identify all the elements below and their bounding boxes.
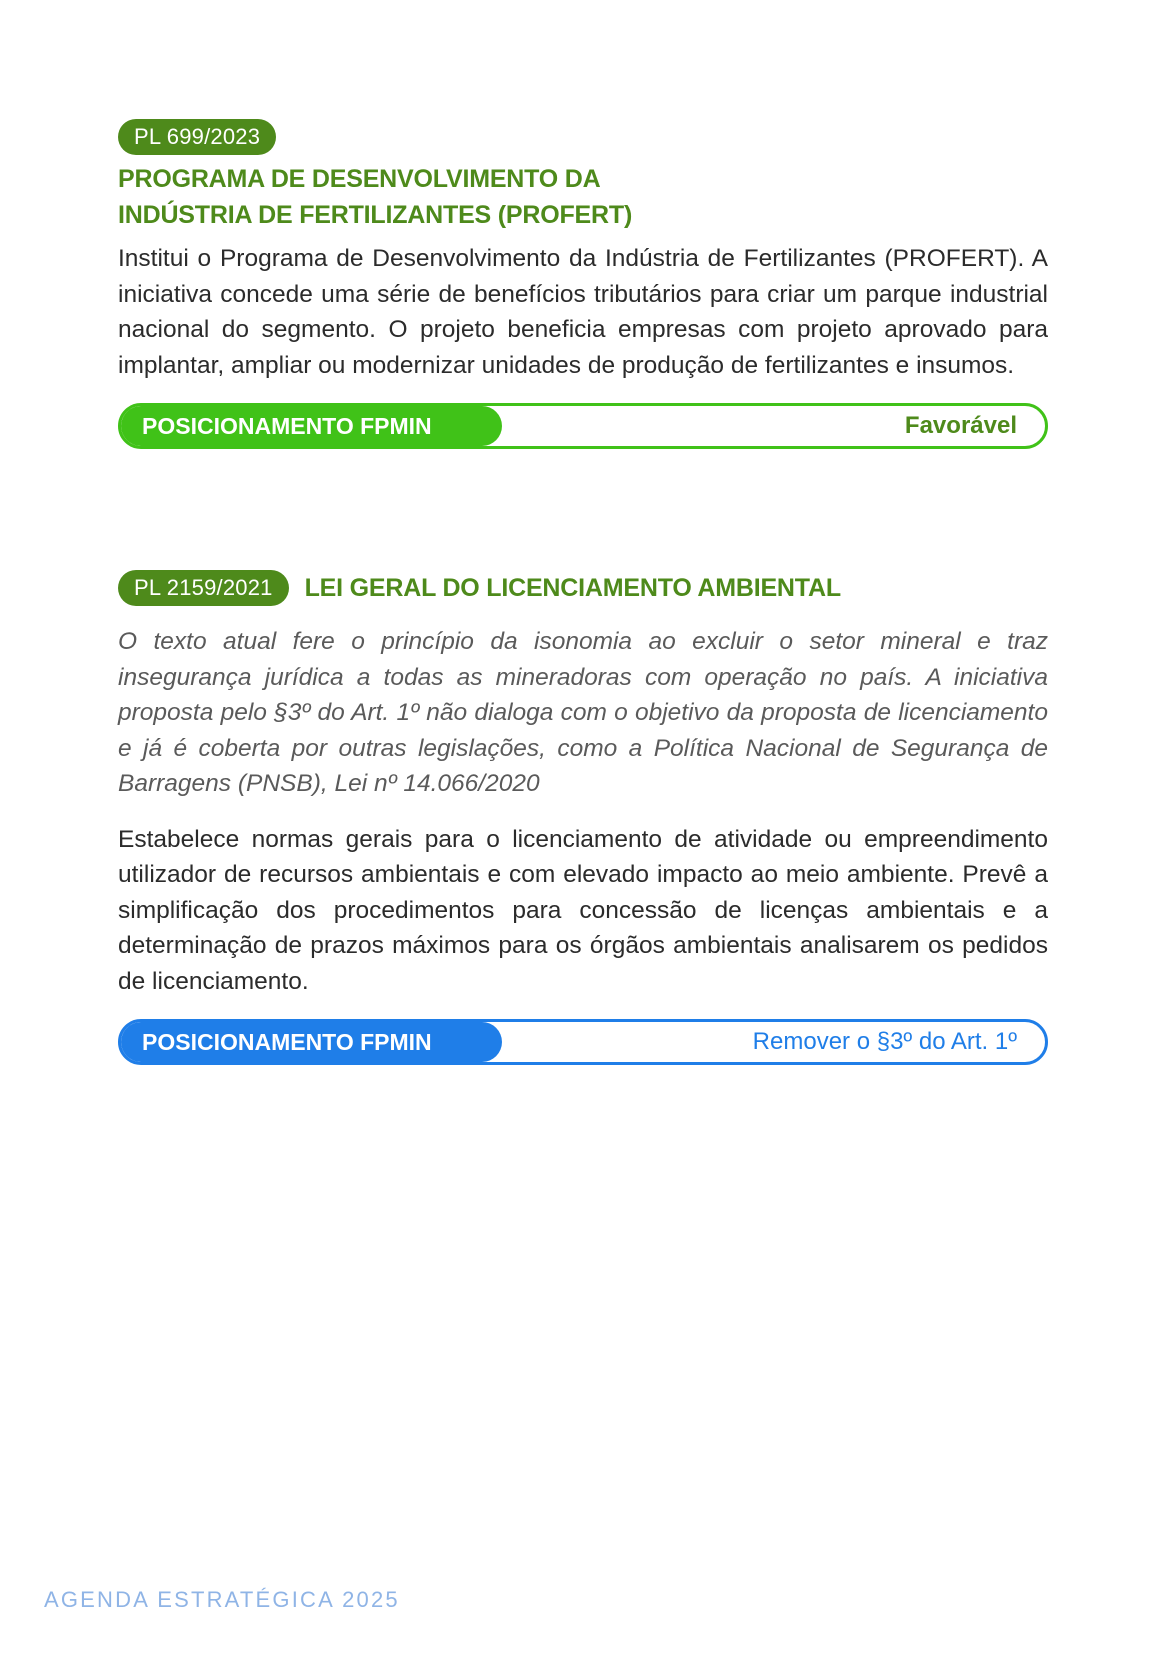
position-bar (118, 403, 1048, 449)
bill-description: Institui o Programa de Desenvolvimento da Indústria de Fertilizantes (PROFERT). A iniciativa concede uma série de benefícios tributários para criar um parque industrial nacional do segmento. O projeto beneficia empresas com projeto aprovado para implantar, ampliar ou modernizar unidades de produção de fertilizantes e insumos. (118, 245, 1048, 379)
position-label: POSICIONAMENTO FPMIN (120, 406, 502, 446)
bill-number-tag: PL 2159/2021 (118, 570, 289, 606)
position-value: Remover o §3º do Art. 1º (752, 1028, 1017, 1055)
bill-note: O texto atual fere o princípio da isonomia ao excluir o setor mineral e traz insegurança jurídica a todas as mineradoras com operação no país. A iniciativa proposta pelo §3º do Art. 1º não dialoga com o objetivo da proposta de licenciamento e já é coberta por outras legislações, como a Política Nacional de Segurança de Barragens (PNSB), Lei nº 14.066/2020 (118, 628, 1048, 797)
bill-description: Estabelece normas gerais para o licenciamento de atividade ou empreendimento utilizador de recursos ambientais e com elevado impacto ao meio ambiente. Prevê a simplificação dos procedimentos para concessão de licenças ambientais e a determinação de prazos máximos para os órgãos ambientais analisarem os pedidos de licenciamento. (118, 825, 1048, 995)
position-bar (118, 1019, 1048, 1065)
bill-item-pl-699 (118, 119, 1048, 449)
bill-header (118, 570, 1048, 606)
position-label: POSICIONAMENTO FPMIN (120, 1022, 502, 1062)
bill-title-line1: PROGRAMA DE DESENVOLVIMENTO DA (118, 165, 601, 193)
bill-title (118, 161, 1048, 233)
bill-title-line2: INDÚSTRIA DE FERTILIZANTES (PROFERT) (118, 201, 633, 229)
position-value: Favorável (904, 412, 1017, 439)
bill-title: LEI GERAL DO LICENCIAMENTO AMBIENTAL (304, 574, 841, 602)
bill-number-tag: PL 699/2023 (118, 119, 276, 155)
bill-item-pl-2159 (118, 570, 1048, 1065)
page-footer: AGENDA ESTRATÉGICA 2025 (44, 1587, 400, 1612)
